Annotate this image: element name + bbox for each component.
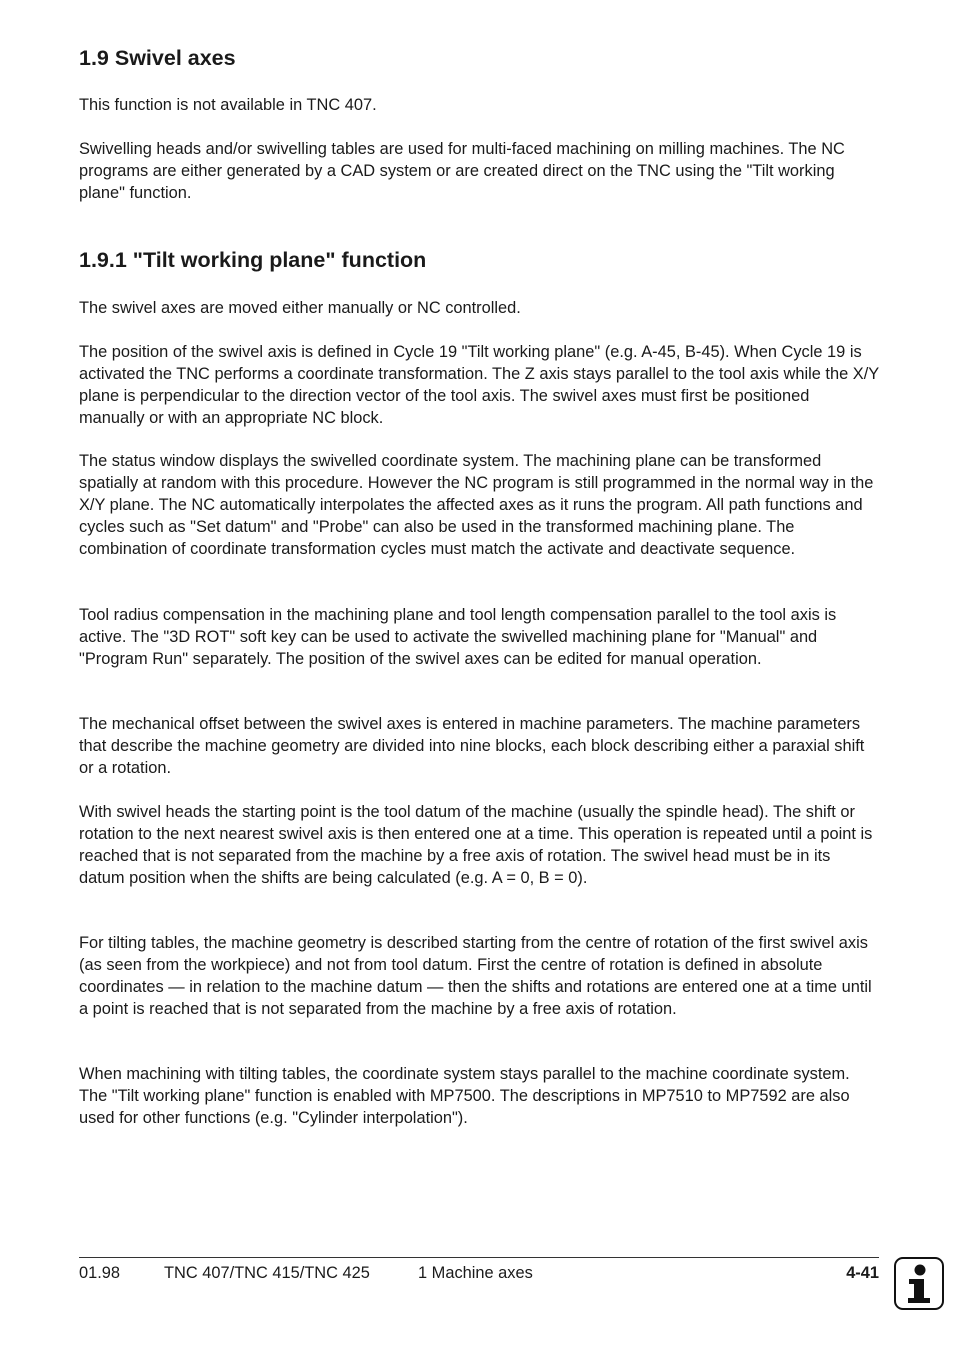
info-icon xyxy=(894,1257,944,1310)
paragraph-1: The swivel axes are moved either manually or NC controlled. xyxy=(79,299,521,317)
paragraph-2: The position of the swivel axis is defined in Cycle 19 "Tilt working plane" (e.g. A-45, B-45). When Cycle 19 is activated the TNC performs a coordinate transformation. The Z axis stays parallel to the tool axis while the X/Y plane is perpendicular to the direction vector of the tool axis. The swivel axes must first be positioned manually or with an appropriate NC block. xyxy=(79,343,879,427)
page-number: 4-41 xyxy=(846,1264,879,1282)
section-paragraph: Swivelling heads and/or swivelling tables are used for multi-faced machining on milling machines. The NC programs are either generated by a CAD system or are created direct on the TNC using the "Tilt working plane" function. xyxy=(79,140,845,202)
paragraph-3: The status window displays the swivelled coordinate system. The machining plane can be transformed spatially at random with this procedure. However the NC program is still programmed in the normal way in the X/Y plane. The NC automatically interpolates the affected axes as it runs the program. All path functions and cycles such as "Set datum" and "Probe" can also be used in the transformed machining plane. The combination of coordinate transformation cycles must match the activate and deactivate sequence. xyxy=(79,452,874,558)
subsection-title: 1.9.1 "Tilt working plane" function xyxy=(79,248,427,272)
section-title: 1.9 Swivel axes xyxy=(79,46,236,70)
footer-rule xyxy=(79,1257,879,1258)
paragraph-8: When machining with tilting tables, the coordinate system stays parallel to the machine coordinate system. The "Tilt working plane" function is enabled with MP7500. The descriptions in MP7510 to MP7592 are also used for other functions (e.g. "Cylinder interpolation"). xyxy=(79,1065,850,1127)
paragraph-7: For tilting tables, the machine geometry is described starting from the centre of rotation of the first swivel axis (as seen from the workpiece) and not from tool datum. First the centre of rotation is defined in absolute coordinates — in relation to the machine datum — then the shifts and rotations are entered one at a time until a point is reached that is not separated from the machine by a free axis of rotation. xyxy=(79,934,872,1018)
footer-model: TNC 407/TNC 415/TNC 425 xyxy=(164,1264,370,1282)
footer-chapter: 1 Machine axes xyxy=(418,1264,533,1282)
paragraph-6: With swivel heads the starting point is the tool datum of the machine (usually the spindle head). The shift or rotation to the next nearest swivel axis is then entered one at a time. This operation is repeated until a point is reached that is not separated from the machine by a free axis of rotation. The swivel head must be in its datum position when the shifts are being calculated (e.g. A = 0, B = 0). xyxy=(79,803,873,887)
paragraph-5: The mechanical offset between the swivel axes is entered in machine parameters. The machine parameters that describe the machine geometry are divided into nine blocks, each block describing either a paraxial shift or a rotation. xyxy=(79,715,865,777)
paragraph-4: Tool radius compensation in the machining plane and tool length compensation parallel to the tool axis is active. The "3D ROT" soft key can be used to activate the swivelled machining plane for "Manual" and "Program Run" separately. The position of the swivel axes can be edited for manual operation. xyxy=(79,606,837,668)
intro-text: This function is not available in TNC 407. xyxy=(79,96,377,114)
footer-date: 01.98 xyxy=(79,1264,121,1282)
